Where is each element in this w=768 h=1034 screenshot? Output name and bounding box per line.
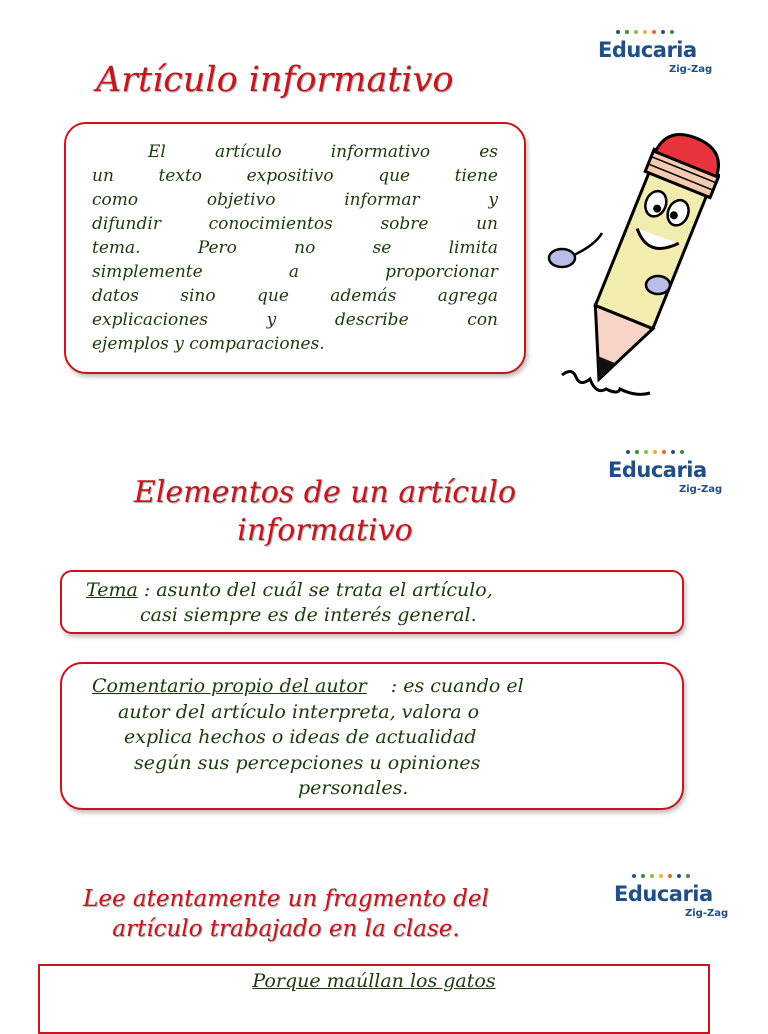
definition-line: El artículo informativo es — [148, 142, 498, 162]
tema-box — [60, 570, 684, 634]
definition-line: tema. Pero no se limita — [92, 238, 498, 258]
definition-text — [92, 140, 498, 356]
logo-brand: Educaria — [614, 882, 713, 906]
definition-line: datos sino que además agrega — [92, 286, 498, 306]
comentario-desc: : es cuando el — [384, 675, 524, 697]
definition-line: como objetivo informar y — [92, 190, 498, 210]
comentario-line: autor del artículo interpreta, valora o — [118, 700, 480, 723]
fragment-title: Porque maúllan los gatos — [252, 970, 496, 992]
section1-title: Artículo informativo — [96, 60, 454, 100]
logo-dot — [661, 30, 665, 34]
logo-dot — [634, 30, 638, 34]
logo-dot — [632, 874, 636, 878]
logo-brand: Educaria — [608, 458, 707, 482]
comentario-line — [62, 674, 662, 700]
logo-dot — [625, 30, 629, 34]
logo-dot — [653, 450, 657, 454]
definition-box — [64, 122, 526, 374]
logo-sub: Zig-Zag — [669, 64, 713, 75]
tema-line: casi siempre es de interés general. — [140, 604, 477, 626]
logo-dot — [635, 450, 639, 454]
definition-line: un texto expositivo que tiene — [92, 166, 498, 186]
logo-dot — [686, 874, 690, 878]
logo-dot — [662, 450, 666, 454]
logo-sub: Zig-Zag — [685, 908, 729, 919]
logo-dot — [652, 30, 656, 34]
logo-dot — [670, 30, 674, 34]
comentario-box — [60, 662, 684, 810]
section3-title-line: Lee atentamente un fragmento del — [83, 886, 489, 912]
logo-sub: Zig-Zag — [679, 484, 723, 495]
section2-title-line: Elementos de un artículo — [133, 475, 517, 510]
logo-dot — [644, 450, 648, 454]
section3-title — [26, 884, 546, 944]
tema-term: Tema — [86, 579, 138, 601]
educaria-logo — [608, 450, 728, 510]
tema-line — [86, 578, 662, 603]
comentario-line: personales. — [298, 777, 409, 799]
definition-line: difundir conocimientos sobre un — [92, 214, 498, 234]
tema-desc: : asunto del cuál se trata el artículo, — [137, 579, 493, 601]
comentario-term: Comentario propio del autor — [92, 675, 367, 697]
logo-dot — [626, 450, 630, 454]
logo-dots — [626, 450, 684, 454]
logo-dot — [659, 874, 663, 878]
logo-dot — [643, 30, 647, 34]
comentario-line: explica hechos o ideas de actualidad — [124, 726, 477, 748]
comentario-line: según sus percepciones u opiniones — [134, 751, 481, 774]
logo-dots — [632, 874, 690, 878]
section2-title — [60, 474, 590, 550]
pencil-character-icon — [540, 125, 720, 410]
educaria-logo — [614, 874, 734, 934]
definition-line: simplemente a proporcionar — [92, 262, 498, 282]
logo-dot — [677, 874, 681, 878]
logo-dot — [650, 874, 654, 878]
section2-title-line: informativo — [237, 513, 413, 548]
logo-dots — [616, 30, 674, 34]
definition-line: explicaciones y describe con — [92, 310, 498, 330]
tema-text — [86, 578, 662, 628]
logo-dot — [616, 30, 620, 34]
logo-dot — [668, 874, 672, 878]
logo-brand: Educaria — [598, 38, 697, 62]
logo-dot — [671, 450, 675, 454]
comentario-text — [62, 674, 662, 802]
definition-line: ejemplos y comparaciones. — [92, 334, 325, 354]
educaria-logo — [598, 30, 718, 90]
logo-dot — [680, 450, 684, 454]
section3-title-line: artículo trabajado en la clase. — [112, 916, 460, 942]
logo-dot — [641, 874, 645, 878]
